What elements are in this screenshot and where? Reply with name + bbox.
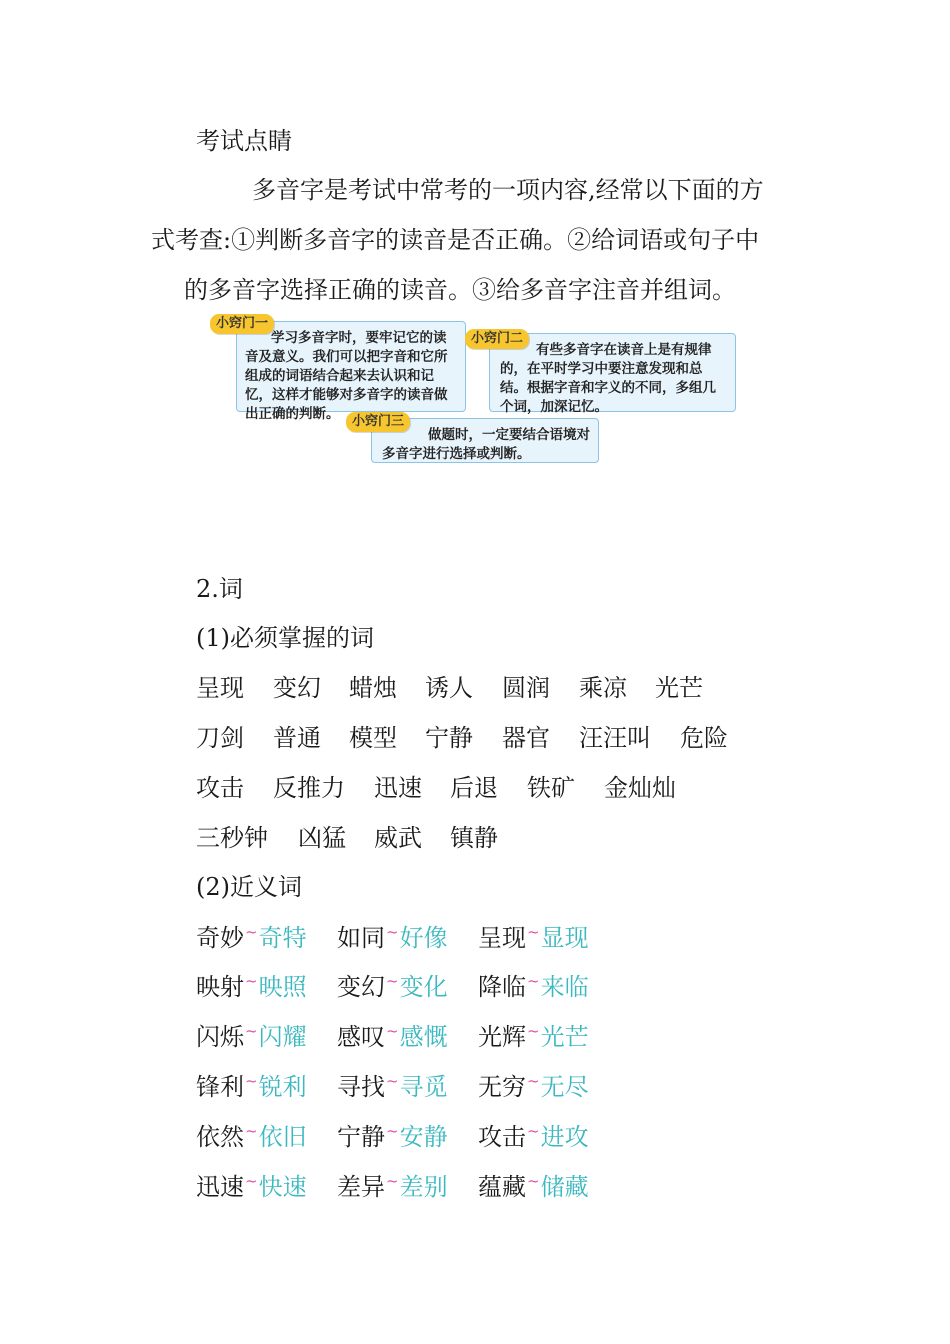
synonym-word: 蕴藏	[478, 1173, 526, 1201]
tilde-mark: ~	[527, 1172, 540, 1190]
synonym-pair	[196, 1022, 307, 1055]
word-item: 后退	[450, 774, 498, 802]
tilde-mark: ~	[245, 972, 258, 990]
synonym-word: 感叹	[337, 1023, 385, 1051]
synonym-word: 闪烁	[196, 1023, 244, 1051]
synonym-answer: 依旧	[258, 1123, 307, 1151]
tilde-mark: ~	[386, 972, 399, 990]
intro-line-3: 的多音字选择正确的读音。③给多音字注音并组词。	[184, 276, 736, 304]
synonym-pair	[478, 1022, 589, 1055]
word-item: 铁矿	[527, 774, 575, 802]
synonym-pair	[337, 923, 448, 956]
word-item: 普通	[273, 724, 321, 752]
synonym-answer: 寻觅	[399, 1073, 448, 1101]
word-item: 呈现	[196, 674, 244, 702]
synonym-word: 变幻	[337, 973, 385, 1001]
synonym-word: 攻击	[478, 1123, 526, 1151]
tilde-mark: ~	[386, 1022, 399, 1040]
word-item: 镇静	[450, 824, 498, 852]
word-item: 模型	[349, 724, 397, 752]
tip-text-3: 做题时，一定要结合语境对多音字进行选择或判断。	[382, 427, 590, 462]
synonym-answer: 好像	[399, 924, 448, 952]
synonym-pair	[196, 923, 307, 956]
synonym-word: 奇妙	[196, 924, 244, 952]
tip-text-1: 学习多音字时，要牢记它的读音及意义。我们可以把字音和它所组成的词语结合起来去认识和记忆，这样才能够对多音字的读音做出正确的判断。	[245, 330, 448, 422]
synonym-answer: 感慨	[399, 1023, 448, 1051]
synonym-pair	[337, 1172, 448, 1205]
synonym-word: 映射	[196, 973, 244, 1001]
word-item: 变幻	[273, 674, 321, 702]
word-item: 圆润	[502, 674, 550, 702]
word-item: 器官	[502, 724, 550, 752]
tilde-mark: ~	[527, 1122, 540, 1140]
synonym-word: 降临	[478, 973, 526, 1001]
word-item: 威武	[374, 824, 422, 852]
synonym-pair	[337, 1022, 448, 1055]
word-item: 危险	[680, 724, 728, 752]
synonym-answer: 安静	[399, 1123, 448, 1151]
tilde-mark: ~	[527, 923, 540, 941]
synonym-pair	[196, 1072, 307, 1105]
synonym-word: 宁静	[337, 1123, 385, 1151]
section-title: 2.词	[196, 575, 243, 603]
synonym-pair	[196, 972, 307, 1005]
word-item: 汪汪叫	[579, 724, 651, 752]
tilde-mark: ~	[527, 972, 540, 990]
synonym-pair	[196, 1122, 307, 1155]
synonym-answer: 差别	[399, 1173, 448, 1201]
tilde-mark: ~	[245, 1172, 258, 1190]
synonym-word: 光辉	[478, 1023, 526, 1051]
tip-tag-2: 小窍门二	[465, 329, 529, 349]
synonym-word: 依然	[196, 1123, 244, 1151]
synonym-pair	[478, 1172, 589, 1205]
word-item: 宁静	[425, 724, 473, 752]
word-item: 蜡烛	[349, 674, 397, 702]
synonym-answer: 储藏	[540, 1173, 589, 1201]
tilde-mark: ~	[527, 1072, 540, 1090]
synonym-answer: 奇特	[258, 924, 307, 952]
tilde-mark: ~	[386, 923, 399, 941]
word-item: 凶猛	[298, 824, 346, 852]
word-item: 反推力	[273, 774, 345, 802]
word-item: 迅速	[374, 774, 422, 802]
word-item: 诱人	[425, 674, 473, 702]
synonym-pair	[478, 1122, 589, 1155]
synonym-word: 呈现	[478, 924, 526, 952]
word-item: 攻击	[196, 774, 244, 802]
word-item: 三秒钟	[196, 824, 268, 852]
must-master-title: (1)必须掌握的词	[196, 624, 374, 652]
tilde-mark: ~	[386, 1122, 399, 1140]
synonym-word: 迅速	[196, 1173, 244, 1201]
tip-tag-3: 小窍门三	[346, 412, 410, 432]
synonym-pair	[478, 1072, 589, 1105]
synonym-word: 锋利	[196, 1073, 244, 1101]
synonym-pair	[196, 1172, 307, 1205]
synonym-answer: 来临	[540, 973, 589, 1001]
synonym-pair	[337, 1072, 448, 1105]
tilde-mark: ~	[245, 1022, 258, 1040]
synonym-answer: 映照	[258, 973, 307, 1001]
synonym-pair	[478, 972, 589, 1005]
tilde-mark: ~	[245, 923, 258, 941]
synonym-answer: 无尽	[540, 1073, 589, 1101]
exam-heading: 考试点睛	[196, 127, 292, 155]
word-item: 乘凉	[579, 674, 627, 702]
synonym-answer: 进攻	[540, 1123, 589, 1151]
synonym-word: 如同	[337, 924, 385, 952]
word-item: 光芒	[655, 674, 703, 702]
synonym-answer: 显现	[540, 924, 589, 952]
tip-tag-1: 小窍门一	[210, 314, 274, 334]
tilde-mark: ~	[245, 1122, 258, 1140]
synonym-word: 差异	[337, 1173, 385, 1201]
tip-text-2: 有些多音字在读音上是有规律的，在平时学习中要注意发现和总结。根据字音和字义的不同，多组几个词，加深记忆。	[500, 342, 716, 415]
synonym-answer: 光芒	[540, 1023, 589, 1051]
synonym-answer: 快速	[258, 1173, 307, 1201]
intro-line-2: 式考查:①判断多音字的读音是否正确。②给词语或句子中	[151, 226, 760, 254]
synonym-pair	[478, 923, 589, 956]
synonym-answer: 锐利	[258, 1073, 307, 1101]
intro-line-1: 多音字是考试中常考的一项内容,经常以下面的方	[252, 176, 764, 204]
tilde-mark: ~	[386, 1172, 399, 1190]
word-item: 金灿灿	[604, 774, 676, 802]
synonym-answer: 闪耀	[258, 1023, 307, 1051]
synonym-pair	[337, 972, 448, 1005]
word-item: 刀剑	[196, 724, 244, 752]
synonym-answer: 变化	[399, 973, 448, 1001]
synonym-pair	[337, 1122, 448, 1155]
synonym-word: 寻找	[337, 1073, 385, 1101]
tilde-mark: ~	[527, 1022, 540, 1040]
synonyms-title: (2)近义词	[196, 873, 302, 901]
tilde-mark: ~	[245, 1072, 258, 1090]
tilde-mark: ~	[386, 1072, 399, 1090]
synonym-word: 无穷	[478, 1073, 526, 1101]
